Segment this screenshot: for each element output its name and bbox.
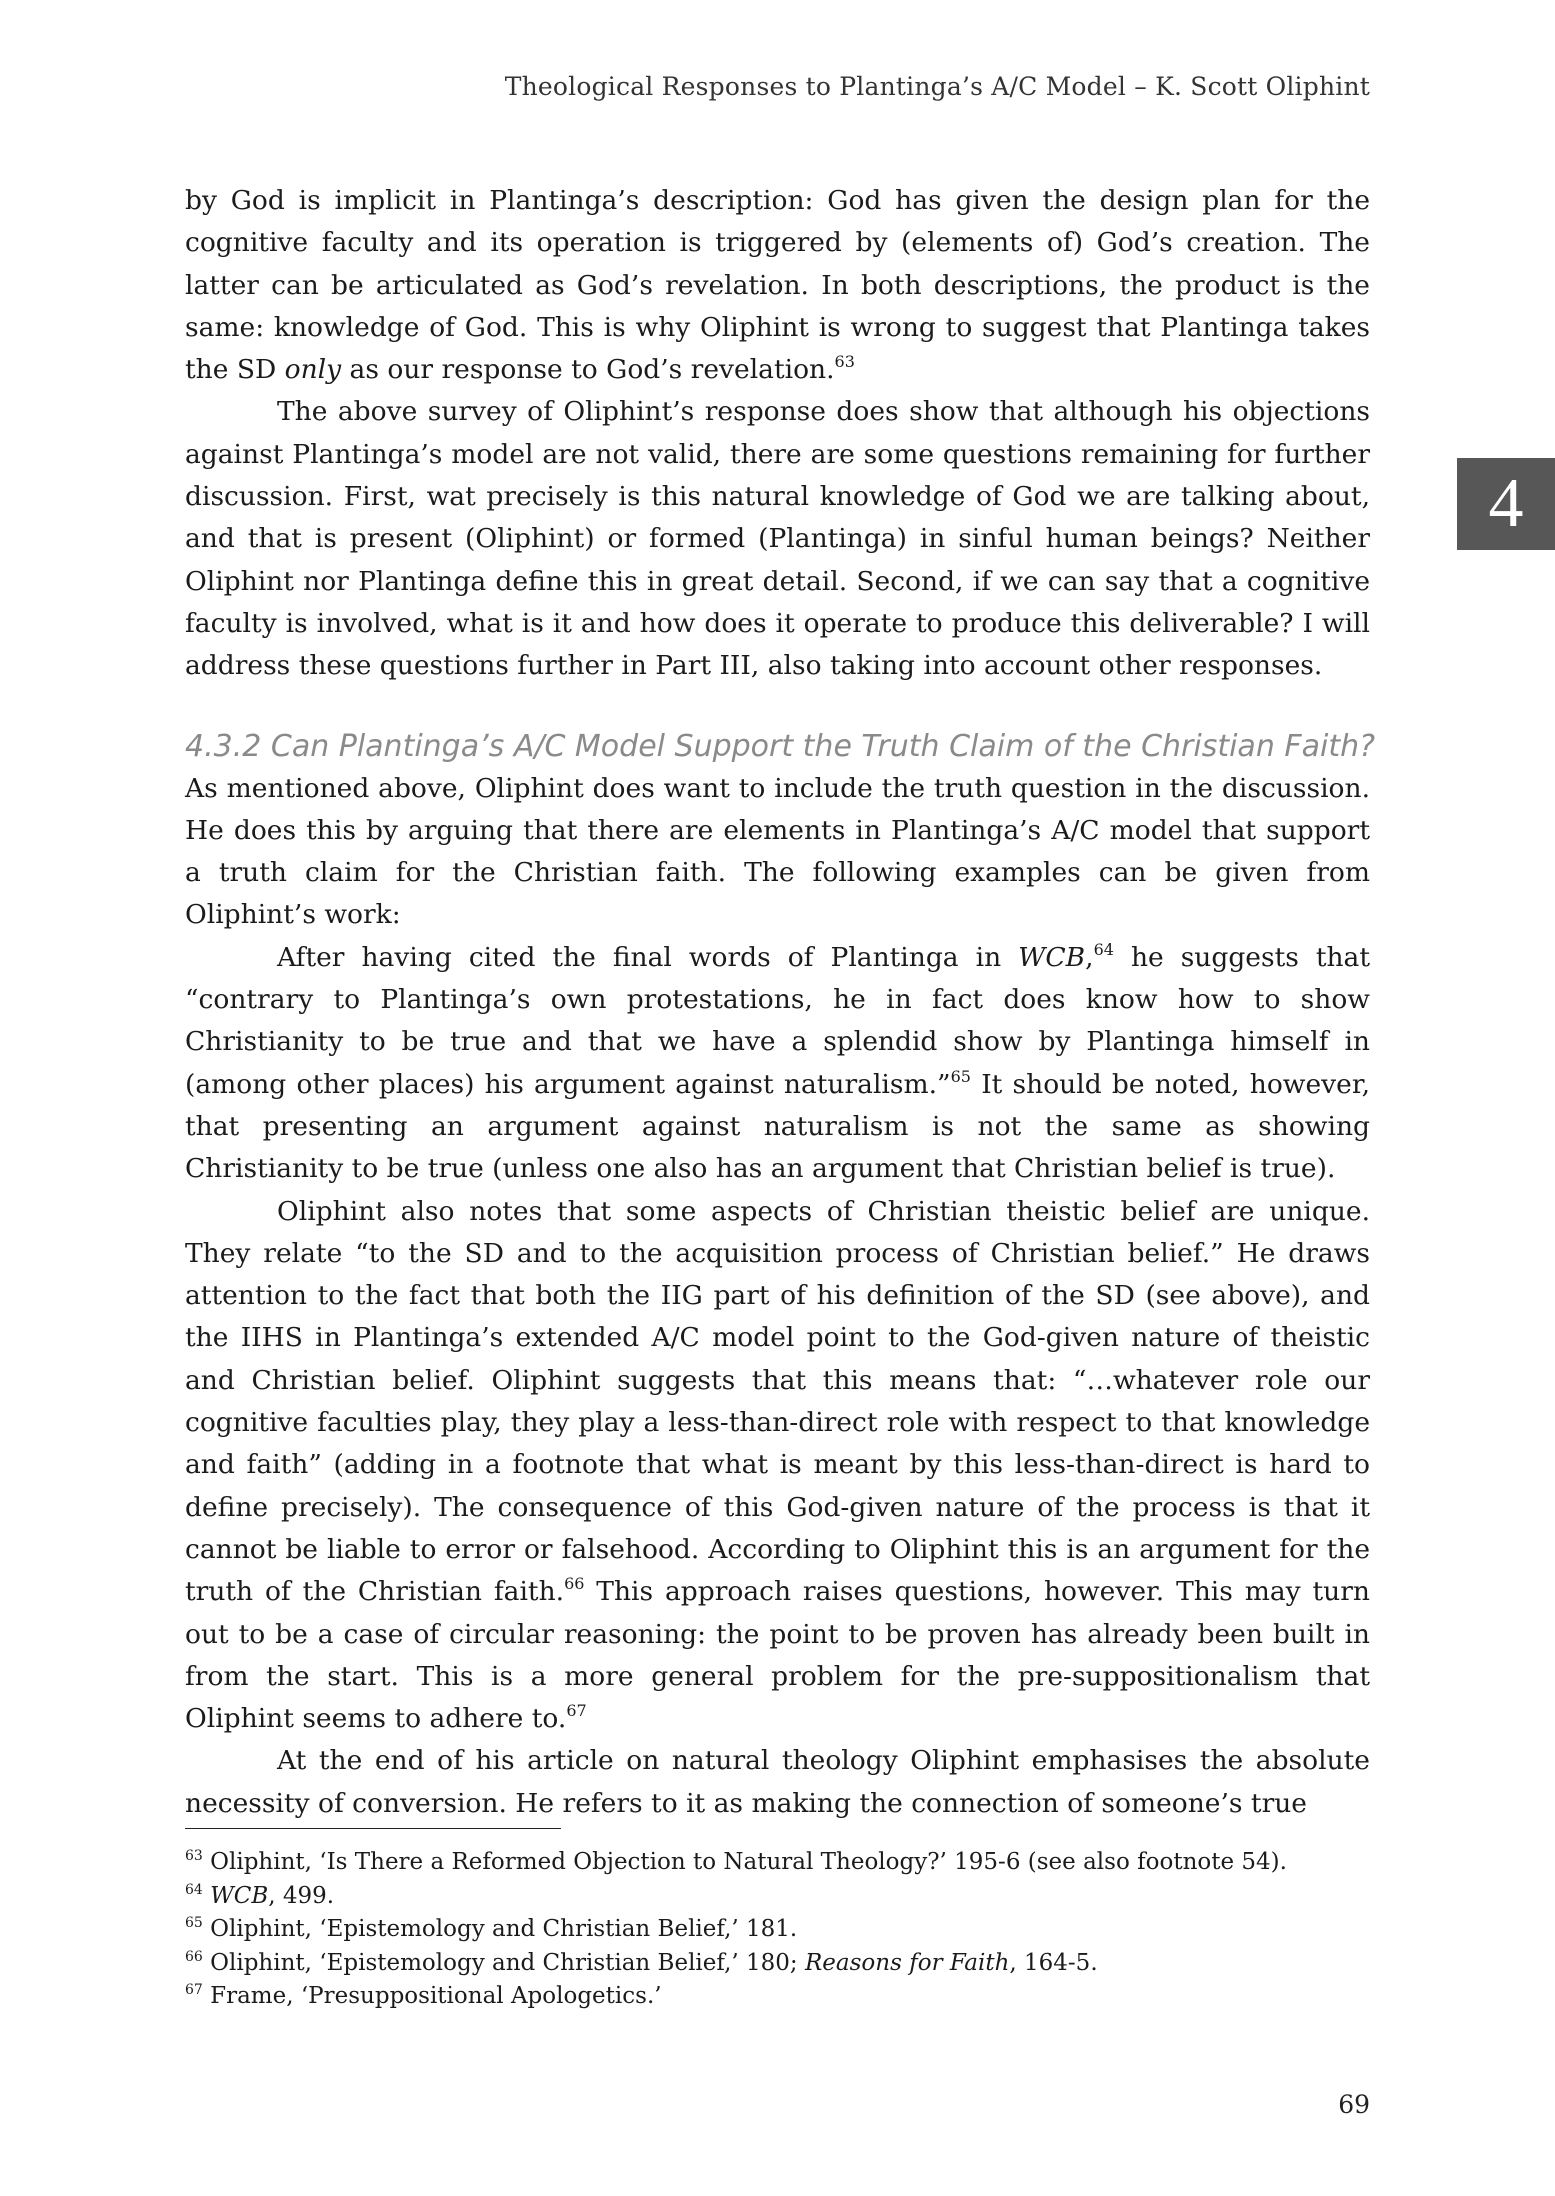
paragraph [185,1191,1370,1741]
italic-text: only [284,354,342,386]
paragraph [185,1740,1370,1825]
text-run: he suggests that “contrary to Plantinga’s own protestations, he in fact does know how to show Christianity to be true and that we have a splendid show by Plantinga himself in (among other places) his argument against naturalism.” [185,941,1370,1100]
running-head: Theological Responses to Plantinga’s A/C Model – K. Scott Oliphint [504,72,1370,101]
footnote [185,1846,1370,1880]
footnote-number: 67 [185,1982,203,1998]
footnote [185,1947,1370,1981]
paragraph [185,391,1370,687]
italic-text: WCB [1018,941,1086,973]
text-run: As mentioned above, Oliphint does want to include the truth question in the discussion. He does this by arguing that there are elements in Plantinga’s A/C model that support a truth claim for the Christian faith. The following examples can be given from Oliphint’s work: [185,772,1370,931]
italic-text: Reasons for Faith [804,1949,1010,1976]
footnotes [185,1846,1370,2014]
footnote-ref: 64 [1093,939,1114,959]
text-run: Frame, ‘Presuppositional Apologetics.’ [202,1983,662,2009]
chapter-tab: 4 [1457,458,1555,550]
text-run: Oliphint also notes that some aspects of Christian theistic belief are unique. They relate “to the SD and to the acquisition process of Christian belief.” He draws attention to the fact that both the IIG part of his definition of the SD (see above), and the IIHS in Plantinga’s extended A/C model point to the God-given nature of theistic and Christian belief. Oliphint suggests that this means that: “…whatever role our cognitive faculties play, they play a less-than-direct role with respect to that knowledge and faith” (adding in a footnote that what is meant by this less-than-direct is hard to define precisely). The consequence of this God-given nature of the process is that it cannot be liable to error or falsehood. According to Oliphint this is an argument for the truth of the Christian faith. [185,1195,1370,1608]
text-run: as our response to God’s revelation. [341,354,835,386]
footnote-divider [185,1828,561,1829]
text-run: The above survey of Oliphint’s response does show that although his objections against Plantinga’s model are not valid, there are some questions remaining for further discussion. First, wat precisely is this natural knowledge of God we are talking about, and that is present (Oliphint) or formed (Plantinga) in sinful human beings? Neither Oliphint nor Plantinga define this in great detail. Second, if we can say that a cognitive faculty is involved, what is it and how does it operate to produce this deliverable? I will address these questions further in Part III, also taking into account other responses. [185,396,1370,682]
footnote-number: 65 [185,1915,203,1931]
text-run: , 499. [268,1882,335,1909]
text-run: This approach raises questions, however. This may turn out to be a case of circular reasoning: the point to be proven has already been built in from the start. This is a more general problem for the pre-suppositionalism that Oliphint seems to adhere to. [185,1576,1370,1735]
footnote-ref: 63 [834,352,855,372]
text-run: Oliphint, ‘Epistemology and Christian Belief,’ 180; [202,1949,805,1976]
text-run: , [1085,941,1094,973]
footnote-ref: 66 [564,1574,585,1594]
footnote [185,1980,1370,2014]
footnote-ref: 65 [950,1066,971,1086]
footnote-number: 64 [185,1881,203,1898]
page-number: 69 [1338,2090,1370,2119]
paragraph [185,937,1370,1191]
footnote [185,1880,1370,1914]
text-run: , 164-5. [1009,1949,1098,1976]
text-run: After having cited the final words of Plantinga in [277,941,1019,973]
italic-text: WCB [210,1882,269,1909]
text-run: At the end of his article on natural theology Oliphint emphasises the absolute necessity of conversion. He refers to it as making the connection of someone’s true [185,1745,1370,1819]
text-run: It should be noted, however, that presenting an argument against naturalism is not the same as showing Christianity to be true (unless one also has an argument that Christian belief is true). [185,1068,1370,1185]
paragraph [185,180,1370,391]
footnote-ref: 67 [566,1701,587,1721]
footnote-number: 63 [185,1848,203,1864]
text-run: Oliphint, ‘Epistemology and Christian Belief,’ 181. [202,1916,798,1942]
footnote-number: 66 [185,1948,203,1965]
body-text [185,180,1376,1825]
text-run: by God is implicit in Plantinga’s description: God has given the design plan for the cognitive faculty and its operation is triggered by (elements of) God’s creation. The latter can be articulated as God’s revelation. In both descriptions, the product is the same: knowledge of God. This is why Oliphint is wrong to suggest that Plantinga takes the SD [185,185,1370,386]
paragraph [185,768,1370,937]
footnote [185,1913,1370,1947]
section-heading: 4.3.2 Can Plantinga’s A/C Model Support the Truth Claim of the Christian Faith? [185,728,1376,764]
text-run: Oliphint, ‘Is There a Reformed Objection to Natural Theology?’ 195-6 (see also footnote 54). [202,1849,1287,1875]
